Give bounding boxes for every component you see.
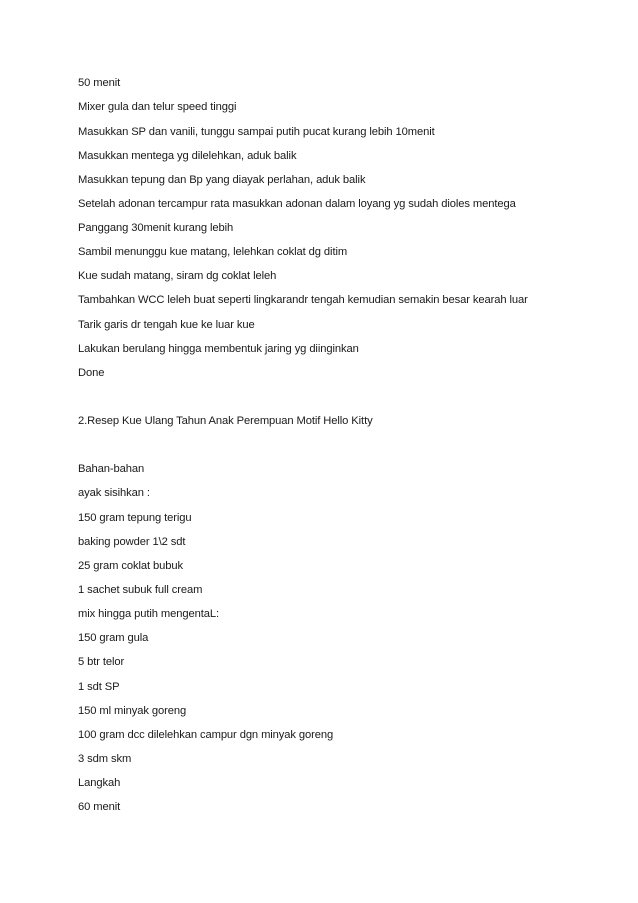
text-line: ayak sisihkan : xyxy=(78,487,150,499)
text-line: Masukkan mentega yg dilelehkan, aduk balik xyxy=(78,150,297,162)
text-line: Panggang 30menit kurang lebih xyxy=(78,222,234,234)
text-line: Masukkan SP dan vanili, tunggu sampai putih pucat kurang lebih 10menit xyxy=(78,126,435,138)
text-line: 25 gram coklat bubuk xyxy=(78,560,183,572)
text-line: Bahan-bahan xyxy=(78,463,145,475)
text-line: Done xyxy=(78,367,105,379)
text-line: 60 menit xyxy=(78,801,121,813)
text-line: Setelah adonan tercampur rata masukkan adonan dalam loyang yg sudah dioles mentega xyxy=(78,198,516,210)
section-heading: 2.Resep Kue Ulang Tahun Anak Perempuan Motif Hello Kitty xyxy=(78,415,373,427)
text-line: 1 sdt SP xyxy=(78,681,120,693)
text-line: baking powder 1\2 sdt xyxy=(78,536,186,548)
text-line: Lakukan berulang hingga membentuk jaring yg diinginkan xyxy=(78,343,359,355)
text-line: 150 gram gula xyxy=(78,632,149,644)
text-line: Langkah xyxy=(78,777,121,789)
text-line: 150 gram tepung terigu xyxy=(78,512,192,524)
text-line: Masukkan tepung dan Bp yang diayak perlahan, aduk balik xyxy=(78,174,366,186)
text-line: Kue sudah matang, siram dg coklat leleh xyxy=(78,270,277,282)
text-line: 5 btr telor xyxy=(78,656,125,668)
text-line: 150 ml minyak goreng xyxy=(78,705,187,717)
text-line: 100 gram dcc dilelehkan campur dgn minyak goreng xyxy=(78,729,334,741)
text-line: 3 sdm skm xyxy=(78,753,132,765)
text-line: Tarik garis dr tengah kue ke luar kue xyxy=(78,319,255,331)
text-line: Mixer gula dan telur speed tinggi xyxy=(78,101,237,113)
text-line: 50 menit xyxy=(78,77,121,89)
text-line: Sambil menunggu kue matang, lelehkan coklat dg ditim xyxy=(78,246,348,258)
text-line: Tambahkan WCC leleh buat seperti lingkarandr tengah kemudian semakin besar kearah luar xyxy=(78,294,528,306)
text-line: mix hingga putih mengentaL: xyxy=(78,608,219,620)
text-line: 1 sachet subuk full cream xyxy=(78,584,203,596)
